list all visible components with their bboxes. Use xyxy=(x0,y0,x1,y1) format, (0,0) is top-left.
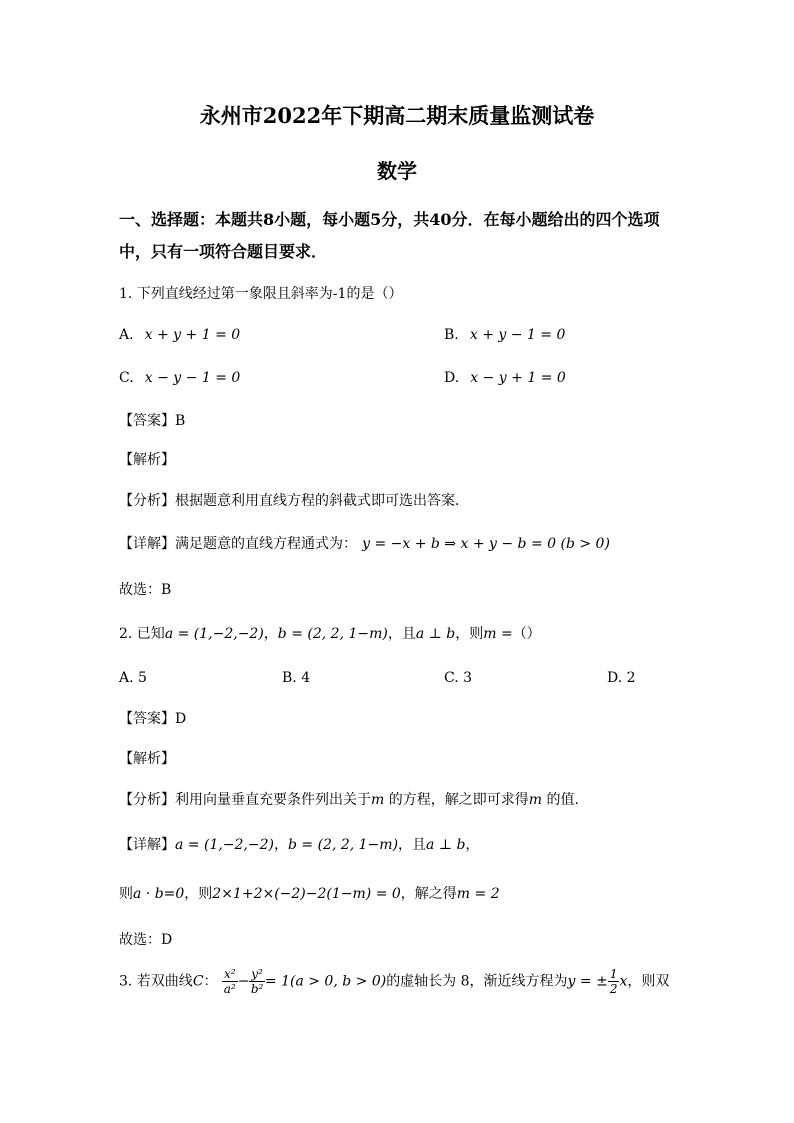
frac-num: x² xyxy=(223,967,236,981)
q1-option-d xyxy=(444,367,566,386)
option-label: A. xyxy=(119,327,134,343)
q1-analysis-tag: 【解析】 xyxy=(119,452,175,468)
frac-den: b² xyxy=(250,982,264,996)
xiangjie-a: a = (1,−2,−2) xyxy=(175,837,274,853)
q3-minus: − xyxy=(237,973,250,990)
xiangjie-cond-prefix: ，且 xyxy=(398,837,427,853)
fenxi-suffix: 的值. xyxy=(542,792,579,808)
q1-fenxi: 【分析】根据题意利用直线方程的斜截式即可选出答案． xyxy=(119,493,469,509)
q2-vec-b: b = (2, 2, 1−m) xyxy=(277,626,388,642)
step-eq: 2×1+2×(−2)−2(1−m) = 0 xyxy=(212,886,401,902)
q1-stem: 1. 下列直线经过第一象限且斜率为-1的是（） xyxy=(119,286,403,302)
xiangjie-cond: a ⊥ b xyxy=(426,837,466,853)
option-expr: x − y − 1 = 0 xyxy=(144,370,241,386)
section-heading-line1: 一、选择题：本题共8小题，每小题5分，共40分．在每小题给出的四个选项 xyxy=(119,210,660,229)
q1-xiangjie xyxy=(119,533,610,553)
q2-option-d: D. 2 xyxy=(607,670,636,686)
step-dot: a · b=0 xyxy=(133,886,185,902)
fenxi-m2: m xyxy=(528,792,543,808)
q3-end: ，则双 xyxy=(627,973,670,990)
q3-colon: ： xyxy=(203,973,218,990)
q2-fenxi xyxy=(119,789,579,809)
q3-frac-half xyxy=(608,968,620,995)
q1-option-b xyxy=(444,324,565,343)
step-prefix: 则 xyxy=(119,886,133,902)
q2-option-a: A. 5 xyxy=(119,670,147,686)
option-label: C. xyxy=(119,370,134,386)
q2-choice: 故选：D xyxy=(119,932,173,948)
xiangjie-end: ， xyxy=(465,837,480,853)
q2-ask-prefix: ，则 xyxy=(455,626,484,642)
q2-vec-a: a = (1,−2,−2) xyxy=(164,626,264,642)
q1-choice: 故选：B xyxy=(119,582,172,598)
frac-den: a² xyxy=(223,982,236,996)
q3-frac-x xyxy=(222,968,238,995)
xiangjie-b: b = (2, 2, 1−m) xyxy=(287,837,399,853)
q3-frac-y xyxy=(249,968,265,995)
page-title: 永州市2022年下期高二期末质量监测试卷 xyxy=(199,103,595,128)
q3-curve: C xyxy=(192,973,204,990)
q3-stem-prefix: 3. 若双曲线 xyxy=(119,973,193,990)
q2-ask: m = xyxy=(483,626,513,642)
section-heading-line2: 中，只有一项符合题目要求． xyxy=(119,242,328,261)
q2-analysis-tag: 【解析】 xyxy=(119,751,175,767)
q3-asym-x: x xyxy=(619,973,628,990)
q1-option-a xyxy=(119,324,240,343)
fenxi-m1: m xyxy=(371,792,385,808)
option-label: B. xyxy=(444,327,459,343)
q2-ask-suffix: （） xyxy=(512,626,541,642)
option-label: D. xyxy=(444,370,460,386)
q3-stem xyxy=(119,968,669,995)
q2-cond-prefix: ，且 xyxy=(387,626,416,642)
q2-stem xyxy=(119,623,541,643)
frac-num: 1 xyxy=(609,967,618,981)
q2-option-c: C. 3 xyxy=(444,670,473,686)
xiangjie-prefix: 【详解】 xyxy=(119,837,175,853)
subject-title: 数学 xyxy=(377,159,417,183)
xiangjie-label: 【详解】满足题意的直线方程通式为： xyxy=(119,536,357,552)
step-solve: m = 2 xyxy=(456,886,500,902)
q2-answer: 【答案】D xyxy=(119,711,187,727)
q3-mid: 的虚轴长为 8，渐近线方程为 xyxy=(386,973,568,990)
q2-stem-prefix: 2. 已知 xyxy=(119,626,165,642)
q3-eq-rest: = 1(a > 0, b > 0) xyxy=(264,973,387,990)
fenxi-mid: 的方程，解之即可求得 xyxy=(384,792,529,808)
q2-step xyxy=(119,883,500,903)
q2-xiangjie xyxy=(119,834,479,854)
xiangjie-sep: ， xyxy=(273,837,288,853)
q2-cond: a ⊥ b xyxy=(415,626,456,642)
xiangjie-expr: y = −x + b ⇒ x + y − b = 0 (b > 0) xyxy=(362,536,610,552)
q1-option-c xyxy=(119,367,240,386)
option-expr: x − y + 1 = 0 xyxy=(470,370,566,386)
step-solve-prefix: ，解之得 xyxy=(400,886,457,902)
q3-asym-prefix: y = ± xyxy=(567,973,608,990)
frac-den: 2 xyxy=(609,982,618,996)
option-expr: x + y − 1 = 0 xyxy=(469,327,566,343)
option-expr: x + y + 1 = 0 xyxy=(144,327,241,343)
q1-answer: 【答案】B xyxy=(119,413,186,429)
step-mid: ，则 xyxy=(184,886,213,902)
fenxi-prefix: 【分析】利用向量垂直充要条件列出关于 xyxy=(119,792,371,808)
q2-sep: ， xyxy=(263,626,278,642)
frac-num: y² xyxy=(251,967,263,981)
q2-option-b: B. 4 xyxy=(282,670,311,686)
